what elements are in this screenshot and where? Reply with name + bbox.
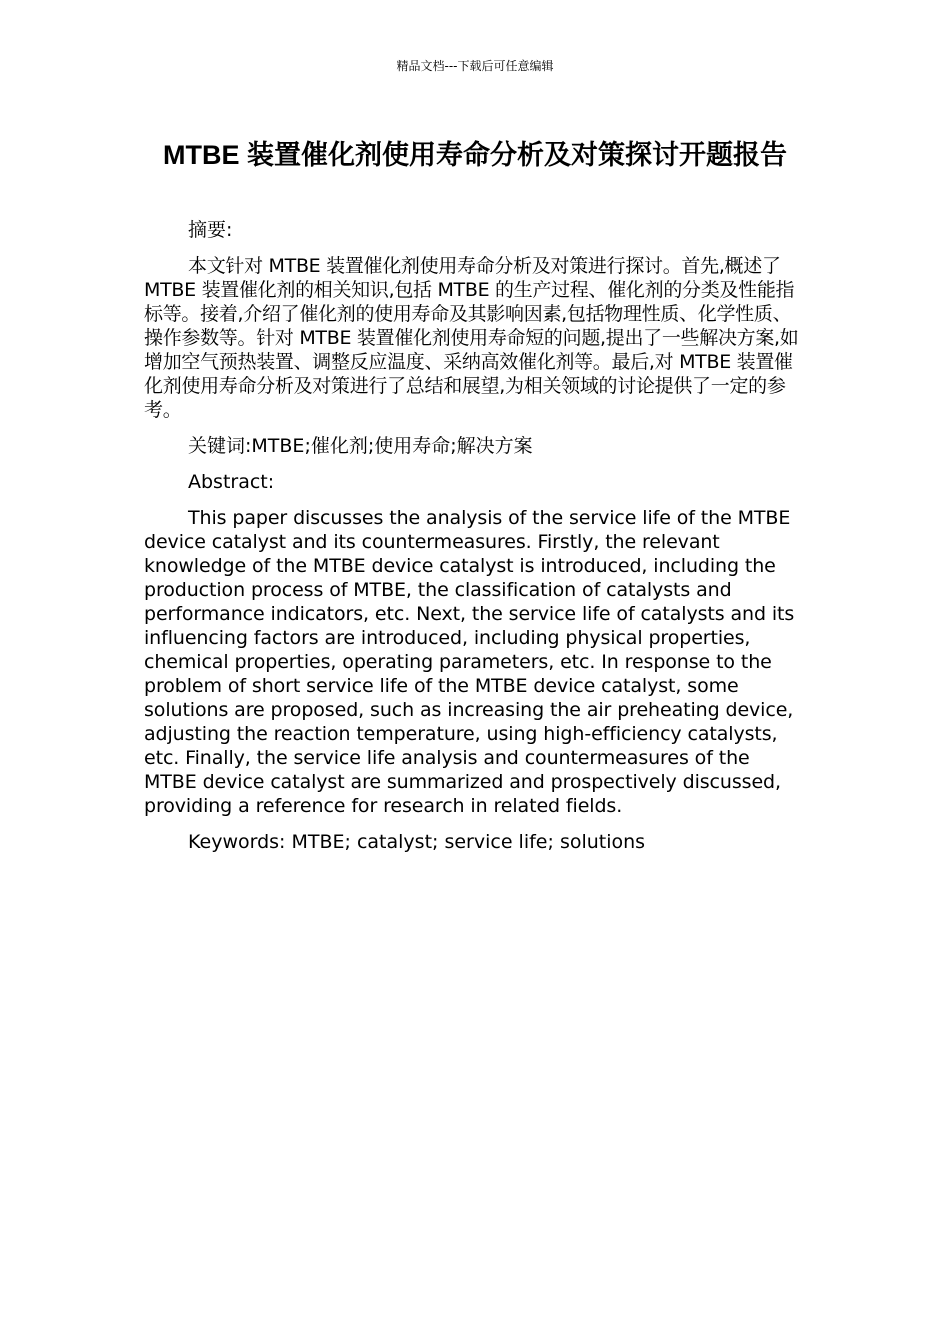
english-abstract-body: This paper discusses the analysis of the service life of the MTBE device catalyst and its countermeasures. Firstly, the relevant knowledge of the MTBE device catalyst is introduced, including the production process of MTBE, the classification of catalysts and performance indicators, etc. Next, the service life of catalysts and its influencing factors are introduced, including physical properties, chemical properties, operating parameters, etc. In response to the problem of short service life of the MTBE device catalyst, some solutions are proposed, such as increasing the air preheating device, adjusting the reaction temperature, using high-efficiency catalysts, etc. Finally, the service life analysis and countermeasures of the MTBE device catalyst are summarized and prospectively discussed, providing a reference for research in related fields. bbox=[144, 507, 795, 817]
document-body bbox=[144, 218, 806, 866]
page-header-note: 精品文档---下载后可任意编辑 bbox=[396, 59, 554, 73]
document-title: MTBE 装置催化剂使用寿命分析及对策探讨开题报告 bbox=[163, 140, 787, 170]
chinese-abstract-body: 本文针对 MTBE 装置催化剂使用寿命分析及对策进行探讨。首先,概述了 MTBE 装置催化剂的相关知识,包括 MTBE 的生产过程、催化剂的分类及性能指标等。接着,介绍了催化剂的使用寿命及其影响因素,包括物理性质、化学性质、操作参数等。针对 MTBE 装置催化剂使用寿命短的问题,提出了一些解决方案,如增加空气预热装置、调整反应温度、采纳高效催化剂等。最后,对 MTBE 装置催化剂使用寿命分析及对策进行了总结和展望,为相关领域的讨论提供了一定的参考。 bbox=[144, 255, 799, 421]
english-keywords: Keywords: MTBE; catalyst; service life; solutions bbox=[188, 831, 646, 853]
chinese-keywords: 关键词:MTBE;催化剂;使用寿命;解决方案 bbox=[188, 435, 533, 457]
english-abstract-label: Abstract: bbox=[188, 471, 275, 493]
chinese-abstract-label: 摘要: bbox=[188, 219, 233, 241]
